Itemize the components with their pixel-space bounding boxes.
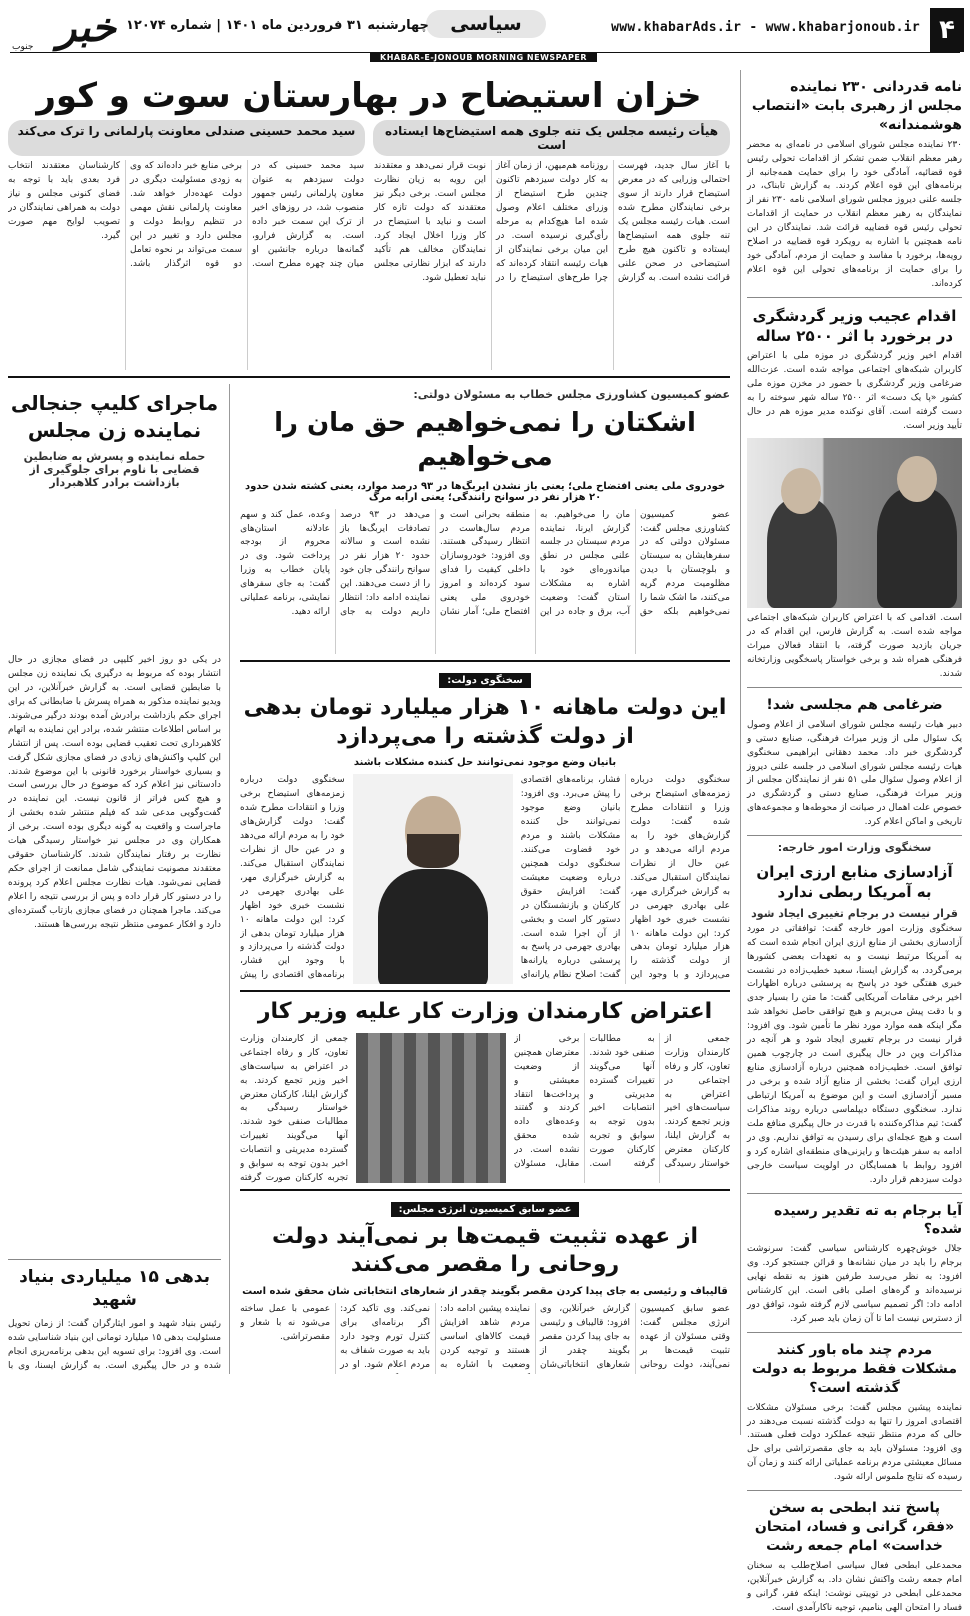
story-kicker: سخنگوی دولت: xyxy=(439,673,531,688)
story-subtitle: حمله نماینده و پسرش به ضابطین قضایی با ناوم برای جلوگیری از بازداشت برادر کلاهبردار xyxy=(23,450,206,489)
logo-subtext: جنوب xyxy=(12,42,34,52)
story-title: اقدام عجیب وزیر گردشگری در برخورد با اثر ۲۵۰۰ ساله xyxy=(752,306,957,346)
spokesman-photo xyxy=(353,774,513,984)
story-title: ماجرای کلیپ جنجالی نماینده زن مجلس xyxy=(10,391,219,442)
page-number: ۴ xyxy=(930,8,964,52)
story-headline: اشکتان را نمی‌خواهیم حق مان را می‌خواهیم xyxy=(274,408,696,472)
lead-subhead-right: هیأت رئیسه مجلس یک تنه جلوی همه استیضاح‌ها ایستاده است xyxy=(373,120,730,156)
salary-story-layout xyxy=(240,774,730,984)
logo-text: خبر xyxy=(57,4,116,51)
story-title: نامه قدردانی ۲۳۰ نماینده مجلس از رهبری بابت «انتصاب هوشمندانه» xyxy=(751,79,962,133)
story-headline: این دولت ماهانه ۱۰ هزار میلیارد تومان بدهی از دولت گذشته را می‌پردازد xyxy=(243,695,727,749)
story-body: عضو کمیسیون کشاورزی مجلس گفت: مسئولان دولتی که در سفرهایشان به سیستان و بلوچستان با دیدن مظلومیت مردم گریه می‌کنند، ما اشک شما را نمی‌خواهیم بلکه حق مان را می‌خواهیم. به گزارش ایرنا، نماینده مردم سیستان در جلسه علنی مجلس در نطق میاندوره‌ای خود با اشاره به مشکلات استان گفت: وضعیت آب، برق و جاده در این منطقه بحرانی است و مردم سال‌هاست در انتظار رسیدگی هستند. وی افزود: خودروسازان داخلی کیفیت را فدای سود کرده‌اند و امروز خودروی ملی یعنی افتضاح ملی؛ آمار نشان می‌دهد در ۹۳ درصد تصادفات ایربگ‌ها باز نشده است و سالانه حدود ۲۰ هزار نفر در سوانح رانندگی جان خود را از دست می‌دهند. این نماینده ادامه داد: انتظار داریم دولت به جای وعده، عمل کند و سهم عادلانه استان‌های محروم از بودجه پرداخت شود. وی در پایان خطاب به وزرا گفت: به جای سفرهای نمایشی، برنامه عملیاتی ارائه دهید. xyxy=(240,509,730,618)
person-figure xyxy=(767,498,837,608)
story-title: آیا برجام به ته‌ تقدیر رسیده شده؟ xyxy=(773,1202,962,1238)
person-face xyxy=(897,456,937,502)
lead-headline: خزان استیضاح در بهارستان سوت و کور xyxy=(36,76,702,116)
divider xyxy=(747,687,962,688)
minister-photo xyxy=(747,438,962,608)
kicker-wrap xyxy=(240,668,730,688)
divider xyxy=(8,376,730,378)
divider xyxy=(747,297,962,298)
beard xyxy=(407,834,459,868)
divider xyxy=(240,660,730,662)
divider xyxy=(747,835,962,836)
story-body: دبیر هیات رئیسه مجلس شورای اسلامی از اعلام وصول یک سئوال ملی از وزیر میراث فرهنگی، صنایع دستی و گردشگری خبر داد. محمد دهقانی ابراهیمی سخنگوی هیات رئیسه مجلس شورای اسلامی در جلسه علنی دیروز از اعلام وصول سئوال ملی ۵۱ نفر از نمایندگان مجلس از وزیر میراث فرهنگی، صنایع دستی و گردشگری در خصوص علت اهمال در صیانت از محوطه‌ها و مجموعه‌های تاریخی و اماکن اعلام کرد. xyxy=(747,719,963,828)
story-title: مردم چند ماه باور کنند مشکلات فقط مربوط به دولت گذشته است؟ xyxy=(751,1341,958,1396)
story-body: در یکی دو روز اخیر کلیپی در فضای مجازی در حال انتشار بوده که مربوط به درگیری یک نماینده زن مجلس با ضابطین قضایی است. به گزارش خبرآنلاین، در این ویدیو نماینده مذکور به همراه پسرش با ضابطانی که برای اجرای حکم بازداشت برادرش آمده بودند درگیر می‌شوند. بر اساس اطلاعات منتشر شده، برادر این نماینده به اتهام کلاهبرداری تحت تعقیب قضایی بوده است. پس از انتشار این کلیپ واکنش‌های زیادی در فضای مجازی شکل گرفت و بسیاری خواستار برخورد قانونی با این موضوع شدند. دادستانی نیز اعلام کرد که موضوع در حال بررسی است و هیچ کس فراتر از قانون نیست. این نماینده در گفت‌وگویی مدعی شد که فیلم منتشر شده بخشی از ماجراست و واقعیت به گونه دیگری بوده است. برخی از همکاران وی در مجلس نیز خواستار رسیدگی هیات نظارت بر رفتار نمایندگان شدند. کارشناسان حقوقی معتقدند مصونیت نمایندگی شامل ممانعت از اجرای حکم قضایی نمی‌شود. هیات نظارت مجلس اعلام کرد پرونده را در دستور کار قرار داده و پس از بررسی نتیجه را اعلام می‌کند. ماجرا همچنان در فضای مجازی بازتاب گسترده‌ای دارد و افکار عمومی منتظر نتیجه بررسی‌ها هستند. xyxy=(8,655,222,930)
story-body: جلال خوش‌چهره کارشناس سیاسی گفت: سرنوشت برجام را باید در میان نشانه‌ها و قرائن جستجو کرد. وی افزود: به نظر می‌رسد طرفین هنوز به نقطه نهایی نرسیده‌اند و گره‌های اصلی باقی است. این کارشناس ادامه داد: اگر تصمیم سیاسی لازم گرفته شود، توافق دور از دسترس نیست اما تا آن زمان باید صبر کرد. xyxy=(747,1244,962,1324)
story-title: آزادسازی منابع ارزی ایران به آمریکا ربطی ندارد xyxy=(756,863,953,902)
english-title: KHABAR-E-JONOUB MORNING NEWSPAPER xyxy=(370,53,597,62)
right-column xyxy=(740,70,963,1613)
workers-story-layout xyxy=(240,1033,730,1183)
person-face xyxy=(781,468,821,514)
story-title: بدهی ۱۵ میلیاردی بنیاد شهید xyxy=(19,1267,210,1310)
story-title: ضرغامی هم مجلسی شد! xyxy=(766,696,943,713)
mp-clip-story xyxy=(8,384,230,654)
story-kicker: عضو سابق کمیسیون انرژی مجلس: xyxy=(391,1202,580,1217)
story-lead: قالیباف و رئیسی به جای پیدا کردن مقصر بگویند چقدر از شعارهای انتخاباتی شان محقق شده است xyxy=(242,1285,728,1297)
story-lead: بانیان وضع موجود نمی‌توانند حل کننده مشکلات باشند xyxy=(353,757,617,769)
lead-subhead-left: سید محمد حسینی صندلی معاونت پارلمانی را ترک می‌کند xyxy=(8,120,365,156)
story-title: پاسخ تند ابطحی به سخن «فقر، گرانی و فساد، امتحان خداست» امام جمعه رشت xyxy=(754,1500,955,1554)
story-kicker: عضو کمیسیون کشاورزی مجلس خطاب به مسئولان دولتی: xyxy=(413,388,730,401)
lead-story-body xyxy=(8,160,730,370)
story-lead: خودروی ملی یعنی افتضاح ملی؛ یعنی باز نشدن ایربگ‌ها در ۹۳ درصد موارد، یعنی کشته شدن حدود ۲۰ هزار نفر در سوانح رانندگی؛ یعنی ارابه مرگ xyxy=(244,480,726,503)
story-subtitle: قرار نیست در برجام تغییری ایجاد شود xyxy=(751,906,958,920)
divider xyxy=(8,1259,221,1260)
divider xyxy=(747,1490,962,1491)
story-body-continued: جمعی از کارمندان وزارت تعاون، کار و رفاه اجتماعی در اعتراض به سیاست‌های اخیر وزیر تجمع کردند. به گزارش ایلنا، کارکنان معترض خواستار رسیدگی به مطالبات صنفی خود شدند. آنها می‌گویند تغییرات گسترده مدیریتی و انتصابات اخیر بدون توجه به سوابق و تجربه کارکنان صورت گرفته xyxy=(240,1033,349,1183)
story-body: ۲۳۰ نماینده مجلس شورای اسلامی در نامه‌ای به محضر رهبر معظم انقلاب ضمن تشکر از اقدامات تحولی رئیس قوه قضائیه، آمادگی خود را برای حمایت همه‌جانبه از برنامه‌های این قوه اعلام کردند. به گزارش تابناک، در جلسه علنی دیروز مجلس شورای اسلامی نامه ۲۳۰ نفر از نمایندگان به رهبر معظم انقلاب در حمایت از اقدامات تحولی رئیس قوه قضاییه قرائت شد. نمایندگان در این نامه همچنین با اشاره به رویکرد قوه قضاییه در اصلاح رویه‌ها، برخورد با مفاسد و حمایت از مردم، آمادگی خود را برای حمایت از برنامه‌های تحولی این قوه اعلام کرده‌اند. xyxy=(747,139,963,290)
story-body: عضو سابق کمیسیون انرژی مجلس گفت: وقتی مسئولان از عهده تثبیت قیمت‌ها بر نمی‌آیند، دولت روحانی گزارش خبرآنلاین، وی افزود: قالیباف و رئیسی به جای پیدا کردن مقصر بگویند چقدر از شعارهای انتخاباتی‌شان نماینده پیشین ادامه داد: مردم شاهد افزایش قیمت کالاهای اساسی هستند و توجیه کردن وضعیت با اشاره به نمی‌کند. وی تأکید کرد: اگر برنامه‌ای برای کنترل تورم وجود دارد باید به صورت شفاف به مردم اعلام شود. او در عمومی با عمل ساخته می‌شود نه با شعار و مقصرتراشی. xyxy=(240,1303,730,1370)
story-body-continued: سخنگوی دولت درباره زمزمه‌های استیضاح برخی وزرا و انتقادات مطرح شده گفت: دولت گزارش‌های خود را به مردم ارائه می‌دهد و در عین حال از نظرات نمایندگان استقبال می‌کند. به گزارش خبرگزاری مهر، علی بهادری جهرمی در نشست خبری خود اظهار کرد: این دولت ماهانه ۱۰ هزار میلیارد تومان بدهی از دولت گذشته را می‌پردازد و با وجود این فشار، برنامه‌های اقتصادی را پیش xyxy=(240,775,345,981)
middle-row xyxy=(8,384,730,654)
crowd-texture xyxy=(356,1033,506,1183)
lead-body-right: با آغاز سال جدید، فهرست احتمالی وزرایی که در معرض استیضاح قرار دارند از سوی برخی نمایندگان مطرح شده است. هیات رئیسه مجلس یک تنه جلوی همه استیضاح‌ها ایستاده و تاکنون هیچ طرح استیضاحی در صحن علنی قرائت نشده است. به گزارش روزنامه هم‌میهن، از زمان آغاز به کار دولت سیزدهم تاکنون چندین طرح استیضاح از وزرای مختلف اعلام وصول شده اما هیچ‌کدام به مرحله رأی‌گیری نرسیده است. در این میان برخی نمایندگان از هیات رئیسه انتقاد کرده‌اند که چرا طرح‌های استیضاح را در نوبت قرار نمی‌دهد و معتقدند این رویه به زیان نظارت مجلس است. برخی دیگر نیز معتقدند که دولت تازه کار است و نباید با استیضاح در کار وزرا اخلال ایجاد کرد. نمایندگان مخالف هم تأکید دارند که ابزار نظارتی مجلس نباید تعطیل شود. xyxy=(374,161,730,283)
story-body: سخنگوی دولت درباره زمزمه‌های استیضاح برخی وزرا و انتقادات مطرح شده گفت: دولت گزارش‌های خود را به مردم ارائه می‌دهد و در عین حال از نظرات نمایندگان استقبال می‌کند. به گزارش خبرگزاری مهر، علی بهادری جهرمی در نشست خبری خود اظهار کرد: این دولت ماهانه ۱۰ هزار میلیارد تومان بدهی از دولت گذشته را می‌پردازد و با وجود این فشار، برنامه‌های اقتصادی را پیش می‌برد. وی افزود: بانیان وضع موجود نمی‌توانند حل کننده مشکلات باشند و مردم خود قضاوت می‌کنند. سخنگوی دولت همچنین درباره وضعیت معیشت گفت: افزایش حقوق کارکنان و بازنشستگان در دستور کار است و بخشی از آن اجرا شده است. بهادری جهرمی در پاسخ به پرسشی درباره یارانه‌ها گفت: اصلاح نظام یارانه‌ای xyxy=(520,775,730,981)
story-body: سخنگوی وزارت امور خارجه گفت: توافقاتی در مورد آزادسازی بخشی از منابع ارزی ایران انجام شده است که به آمریکا مرتبط نیست و به تعهدات بعضی کشورها برمی‌گردد. به گزارش ایسنا، سعید خطیب‌زاده در نشست خبری هفتگی خود در پاسخ به پرسشی درباره اظهارات اخیر برخی مقامات آمریکایی گفت: ما متن را بسیار جدی و با دقت پیش می‌بریم و هیچ توافقی حاصل نخواهد شد مگر اینکه همه موارد مورد نظر ما تأمین شود. وی افزود: قرار نیست در برجام تغییری ایجاد شود و هر آنچه در مذاکرات وین در حال پیگیری است در چارچوب همین توافق است. خطیب‌زاده همچنین درباره آزادسازی منابع ارزی ایران گفت: بخشی از منابع آزاد شده و برخی در مسیر آزادسازی است و این موضوع به آمریکا ارتباطی ندارد. سخنگوی دستگاه دیپلماسی درباره روند مذاکرات گفت: تیم مذاکره‌کننده با قدرت در حال پیگیری منافع ملت است و هیچ عجله‌ای برای رسیدن به توافق نداریم. وی در ادامه به سفر هیئت‌ها و رایزنی‌های منطقه‌ای اشاره کرد و افزود روابط با همسایگان در اولویت سیاست خارجی دولت سیزدهم قرار دارد. xyxy=(747,923,962,1185)
farmers-story xyxy=(240,384,730,654)
protest-photo xyxy=(356,1033,506,1183)
story-headline: اعتراض کارمندان وزارت کار علیه وزیر کار xyxy=(257,999,713,1025)
divider xyxy=(240,990,730,992)
story-caption: است. اقدامی که با اعتراض کاربران شبکه‌های اجتماعی مواجه شده است. به گزارش فارس، این اقدام که در جریان بازدید صورت گرفته، با انتقاد فعالان میراث فرهنگی همراه شد و برخی خواستار پاسخگویی وزارتخانه شدند. xyxy=(747,613,962,679)
story-body: نماینده پیشین مجلس گفت: برخی مسئولان مشکلات اقتصادی امروز را تنها به دولت گذشته نسبت می‌دهند در حالی که مردم منتظر نتیجه عملکرد دولت فعلی هستند. وی افزود: مسئولان باید به جای مقصرتراشی برای حل مسائل معیشتی مردم برنامه عملیاتی ارائه کنند و زمان آن رسیده که نتایج ملموس ارائه شود. xyxy=(747,1402,962,1483)
newspaper-logo xyxy=(8,4,116,54)
lower-area xyxy=(8,654,730,1374)
story-body: محمدعلی ابطحی فعال سیاسی اصلاح‌طلب به سخنان امام جمعه رشت واکنش نشان داد. به گزارش خبرآنلاین، محمدعلی ابطحی در توییتی نوشت: اینکه فقر، گرانی و فساد را امتحان الهی بنامیم، توجیه ناکارآمدی است. xyxy=(747,1560,962,1613)
lower-right-stories xyxy=(8,654,230,1374)
masthead xyxy=(6,4,964,58)
section-label: سیاسی xyxy=(426,10,546,38)
website-urls: www.khabarAds.ir - www.khabarjonoub.ir xyxy=(611,20,920,35)
kicker-wrap xyxy=(240,1197,730,1217)
date-line: چهارشنبه ۳۱ فروردین ماه ۱۴۰۱ | شماره ۱۲۰۷۴ xyxy=(126,18,429,33)
divider xyxy=(240,1189,730,1191)
story-body: جمعی از کارمندان وزارت تعاون، کار و رفاه اجتماعی در اعتراض به سیاست‌های اخیر وزیر تجمع کردند. به گزارش ایلنا، کارکنان معترض خواستار رسیدگی به مطالبات صنفی خود شدند. آنها می‌گویند تغییرات گسترده مدیریتی و انتصابات اخیر بدون توجه به سوابق و تجربه کارکنان صورت گرفته است. برخی از معترضان همچنین از وضعیت معیشتی و پرداخت‌ها انتقاد کردند و گفتند وعده‌های داده شده محقق نشده است. در مقابل، مسئولان xyxy=(514,1033,730,1170)
divider xyxy=(747,1332,962,1333)
divider xyxy=(747,1193,962,1194)
story-headline: از عهده تثبیت قیمت‌ها بر نمی‌آیند دولت روحانی را مقصر می‌کنند xyxy=(271,1223,699,1278)
story-body: رئیس بنیاد شهید و امور ایثارگران گفت: از زمان تحویل مسئولیت بدهی ۱۵ میلیارد تومانی این بنیاد شناسایی شده است. وی افزود: برای تسویه این بدهی برنامه‌ریزی انجام شده و در حال پیگیری است. به گزارش ایسنا، وی با xyxy=(8,1318,222,1371)
story-kicker: سخنگوی وزارت امور خارجه: xyxy=(777,841,932,855)
lead-subheads xyxy=(8,120,730,156)
person-figure xyxy=(877,488,957,608)
english-strip xyxy=(10,52,960,62)
person-figure xyxy=(378,869,488,984)
main-area xyxy=(8,70,730,1435)
lower-left-stories xyxy=(240,654,730,1374)
story-body: اقدام اخیر وزیر گردشگری در موزه ملی با اعتراض کاربران شبکه‌های اجتماعی مواجه شده است. عزت‌الله ضرغامی وزیر گردشگری با حضور در مخزن موزه ملی کشور «پا یک دست» اثر ۲۵۰۰ ساله شهر سوخته را به دست گرفته است. آقای نوکنده مدیر موزه هم در حال تأیید وزیر است. xyxy=(747,351,962,432)
lead-body-left: سید محمد حسینی که در دولت سیزدهم به عنوان معاون پارلمانی رئیس جمهور منصوب شد، در روزهای اخیر از ترک این سمت خبر داده است. به گزارش فرارو، گمانه‌ها درباره جانشین او میان چند چهره مطرح است. برخی منابع خبر داده‌اند که وی به زودی مسئولیت دیگری در دولت عهده‌دار خواهد شد. معاونت پارلمانی نقش مهمی در تنظیم روابط دولت و مجلس دارد و تغییر در این سمت می‌تواند بر نحوه تعامل دو قوه اثرگذار باشد. کارشناسان معتقدند انتخاب فرد بعدی باید با توجه به فضای کنونی مجلس و نیاز دولت به همراهی نمایندگان در تصویب لوایح مهم صورت گیرد. xyxy=(8,161,364,269)
